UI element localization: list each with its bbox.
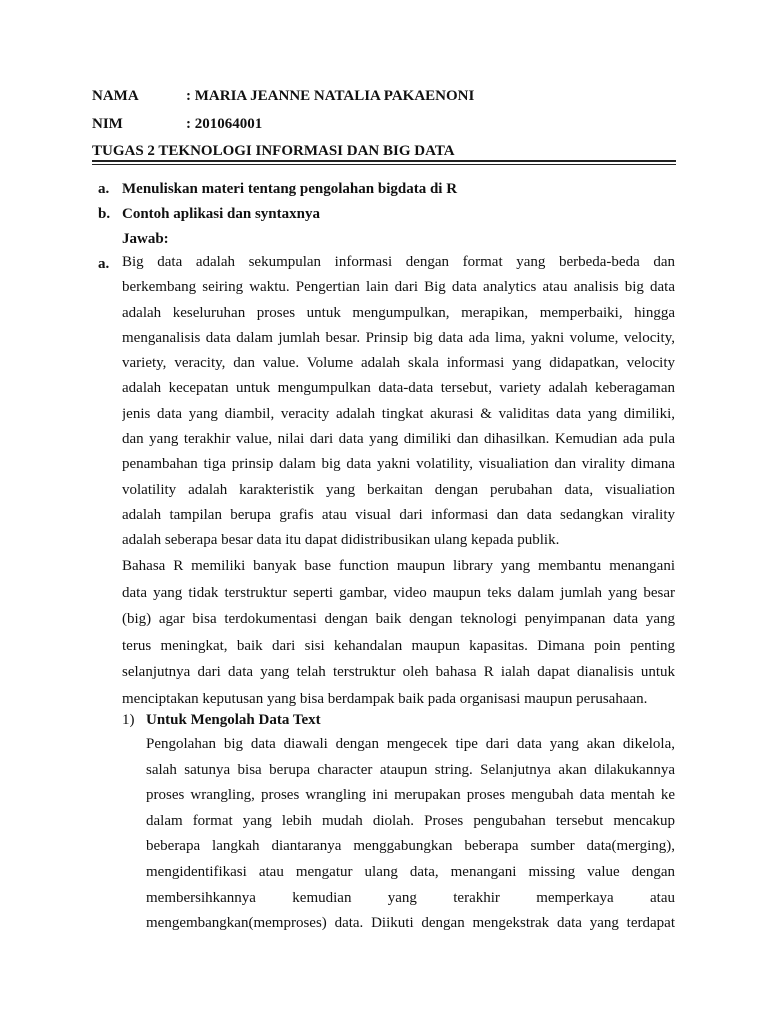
- nim-value: : 201064001: [186, 116, 263, 132]
- paragraph-line: menciptakan keputusan yang bisa berdampak baik pada organisasi maupun perusahaan.: [122, 690, 648, 707]
- r-language-paragraph: [122, 553, 675, 712]
- paragraph-line: adalah seberapa besar data itu dapat didistribusikan ulang kepada publik.: [122, 532, 560, 549]
- paragraph-line: variety, veracity, dan value. Volume adalah skala informasi yang didapatkan, velocity: [122, 355, 675, 372]
- paragraph-line: Big data adalah sekumpulan informasi dengan format yang berbeda-beda dan: [122, 254, 675, 270]
- task-text-a: Menuliskan materi tentang pengolahan bigdata di R: [122, 181, 458, 197]
- jawab-label: Jawab:: [122, 231, 169, 247]
- task-marker-b: b.: [98, 206, 111, 222]
- paragraph-line: terus meningkat, baik dari sisi kehandalan maupun kapasitas. Dimana poin penting: [122, 637, 675, 654]
- paragraph-line: berkembang seiring waktu. Pengertian lain dari Big data analytics atau analisis big data: [122, 279, 675, 296]
- paragraph-line: dan yang terakhir value, nilai dari data yang dimiliki dan dihasilkan. Kemudian ada pula: [122, 431, 675, 448]
- paragraph-line: adalah keseluruhan proses untuk mengumpulkan, merapikan, memperbaiki, hingga: [122, 304, 675, 321]
- paragraph-line: membersihkannya kemudian yang terakhir memperkaya atau: [146, 889, 675, 906]
- answer-marker-a: a.: [98, 256, 110, 272]
- answer-a-paragraph: [122, 250, 675, 554]
- title-divider-thick: [92, 160, 676, 162]
- section-1-paragraph: [146, 732, 675, 937]
- section-1-marker: 1): [122, 712, 135, 728]
- paragraph-line: menganalisis data dalam jumlah besar. Prinsip big data ada lima, yakni volume, velocity,: [122, 329, 675, 346]
- nama-value: : MARIA JEANNE NATALIA PAKAENONI: [186, 88, 475, 104]
- nim-label: NIM: [92, 116, 123, 132]
- paragraph-line: selanjutnya dari data yang telah terstruktur oleh bahasa R ialah dapat dianalisis untuk: [122, 664, 675, 680]
- paragraph-line: (big) agar bisa terdokumentasi dengan baik dengan teknologi penyimpanan data yang: [122, 611, 675, 627]
- section-1-title: Untuk Mengolah Data Text: [146, 712, 321, 728]
- nama-label: NAMA: [92, 88, 139, 104]
- paragraph-line: jenis data yang diambil, veracity adalah tingkat akurasi & validitas data yang dimiliki,: [122, 405, 675, 422]
- task-text-b: Contoh aplikasi dan syntaxnya: [122, 206, 320, 222]
- paragraph-line: proses wrangling, proses wrangling ini merupakan proses mengubah data mentah ke: [146, 787, 675, 804]
- paragraph-line: adalah kecepatan untuk mengumpulkan data-data tersebut, variety adalah keberagaman: [122, 380, 675, 397]
- paragraph-line: penambahan tiga prinsip dalam big data yakni volatility, visualiation dan virality dimana: [122, 456, 675, 473]
- paragraph-line: beberapa langkah diantaranya menggabungkan beberapa sumber data(merging),: [146, 838, 675, 855]
- paragraph-line: mengembangkan(memproses) data. Diikuti dengan mengekstrak data yang terdapat: [146, 915, 675, 932]
- paragraph-line: dalam format yang lebih mudah diolah. Proses pengubahan tersebut mencakup: [146, 812, 675, 829]
- task-marker-a: a.: [98, 181, 110, 197]
- paragraph-line: Bahasa R memiliki banyak base function maupun library yang membantu menangani: [122, 558, 675, 574]
- paragraph-line: Pengolahan big data diawali dengan mengecek tipe dari data yang akan dikelola,: [146, 736, 675, 752]
- title-divider-thin: [92, 164, 676, 165]
- paragraph-line: data yang tidak terstruktur seperti gambar, video maupun teks dalam jumlah yang besar: [122, 584, 675, 601]
- paragraph-line: mengidentifikasi atau mengatur ulang data, menangani missing value dengan: [146, 863, 675, 880]
- document-title: TUGAS 2 TEKNOLOGI INFORMASI DAN BIG DATA: [92, 143, 455, 159]
- paragraph-line: adalah tampilan berupa grafis atau visual dari informasi dan data sedangkan virality: [122, 506, 675, 523]
- paragraph-line: volatility adalah karakteristik yang berkaitan dengan perubahan data, visualiation: [122, 481, 675, 498]
- paragraph-line: salah satunya bisa berupa character ataupun string. Selanjutnya akan dilakukannya: [146, 761, 675, 778]
